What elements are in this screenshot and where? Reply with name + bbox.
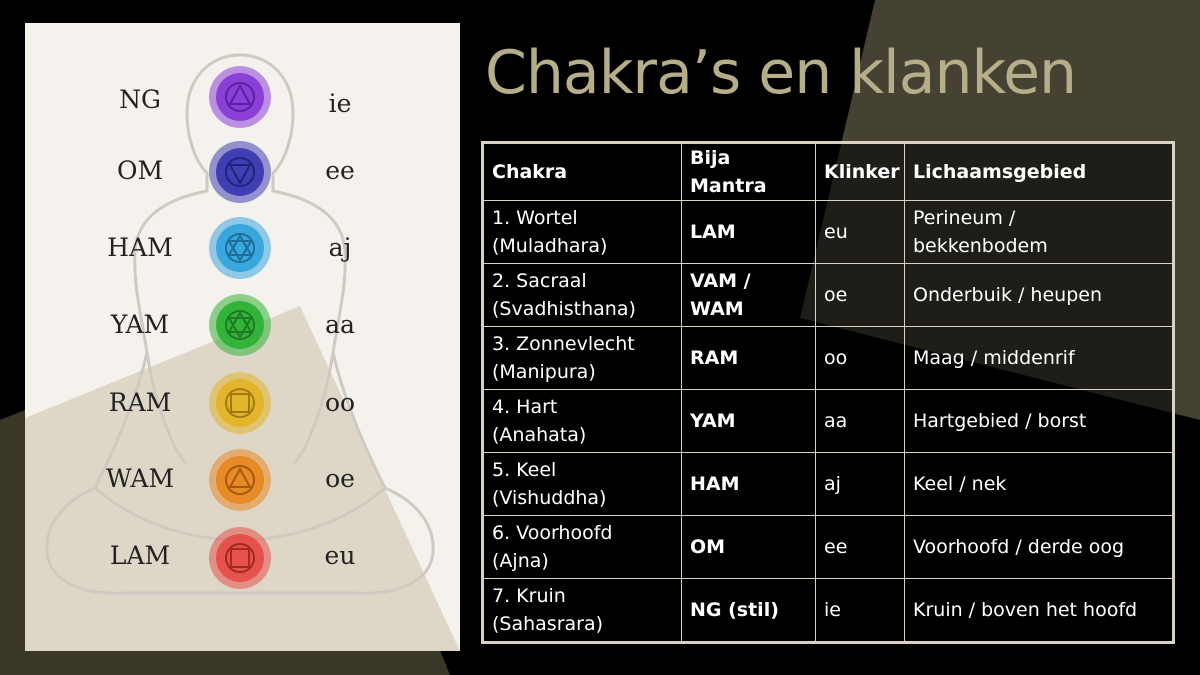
mantra-cell: LAM (682, 201, 816, 264)
table-row (483, 327, 1174, 390)
crown-chakra-icon (209, 66, 271, 128)
chakra-sanskrit: (Manipura) (492, 361, 596, 383)
syllable-label: OM (116, 156, 164, 185)
chakra-name: 4. Hart (492, 396, 558, 418)
solar-plexus-chakra-icon (209, 372, 271, 434)
area-cell: Hartgebied / borst (905, 390, 1174, 453)
chakra-cell (483, 453, 682, 516)
chakra-name: 5. Keel (492, 459, 557, 481)
chakra-sanskrit: (Svadhisthana) (492, 298, 636, 320)
root-chakra-icon (209, 527, 271, 589)
mantra-cell: OM (682, 516, 816, 579)
syllable-label: RAM (108, 388, 172, 417)
syllable-label: LAM (109, 541, 171, 570)
vowel-label: aa (325, 310, 355, 339)
chakra-cell (483, 327, 682, 390)
chakra-name: 2. Sacraal (492, 270, 587, 292)
chakra-name: 6. Voorhoofd (492, 522, 613, 544)
table-row (483, 201, 1174, 264)
table-row (483, 390, 1174, 453)
chakra-cell (483, 390, 682, 453)
mantra-cell: RAM (682, 327, 816, 390)
table-row (483, 516, 1174, 579)
vowel-label: oe (325, 464, 355, 493)
chakra-name: 1. Wortel (492, 207, 578, 229)
table-row (483, 453, 1174, 516)
vowel-cell: oe (816, 264, 905, 327)
chakra-sanskrit: (Ajna) (492, 550, 549, 572)
column-header-mantra: Bija Mantra (682, 143, 816, 201)
vowel-label: ie (328, 89, 352, 118)
table-header-row (483, 143, 1174, 201)
chakra-table (481, 141, 1175, 644)
vowel-cell: ee (816, 516, 905, 579)
chakra-sanskrit: (Sahasrara) (492, 613, 604, 635)
area-cell (905, 201, 1174, 264)
mantra-cell: NG (stil) (682, 579, 816, 643)
vowel-cell: aj (816, 453, 905, 516)
heart-chakra-icon (209, 294, 271, 356)
vowel-cell: oo (816, 327, 905, 390)
chakra-sanskrit: (Vishuddha) (492, 487, 607, 509)
chakra-name: 3. Zonnevlecht (492, 333, 635, 355)
syllable-label: NG (119, 85, 161, 114)
chakra-cell (483, 201, 682, 264)
area-line: Perineum / (913, 207, 1016, 229)
chakra-sanskrit: (Muladhara) (492, 235, 608, 257)
throat-chakra-icon (209, 217, 271, 279)
slide-title: Chakra’s en klanken (485, 38, 1077, 108)
vowel-cell: ie (816, 579, 905, 643)
area-cell: Keel / nek (905, 453, 1174, 516)
area-cell: Maag / middenrif (905, 327, 1174, 390)
chakra-sanskrit: (Anahata) (492, 424, 587, 446)
chakra-name: 7. Kruin (492, 585, 566, 607)
vowel-label: eu (324, 541, 356, 570)
mantra-cell: VAM / WAM (682, 264, 816, 327)
table-row (483, 264, 1174, 327)
syllable-label: WAM (105, 464, 175, 493)
vowel-cell: eu (816, 201, 905, 264)
table-row (483, 579, 1174, 643)
sacral-chakra-icon (209, 449, 271, 511)
chakra-cell (483, 579, 682, 643)
syllable-label: HAM (107, 233, 173, 262)
area-cell: Voorhoofd / derde oog (905, 516, 1174, 579)
vowel-label: oo (324, 388, 356, 417)
column-header-vowel: Klinker (816, 143, 905, 201)
third-eye-chakra-icon (209, 141, 271, 203)
column-header-chakra: Chakra (483, 143, 682, 201)
mantra-cell: HAM (682, 453, 816, 516)
vowel-label: ee (325, 156, 355, 185)
chakra-illustration (25, 23, 460, 651)
syllable-label: YAM (110, 310, 170, 339)
column-header-area: Lichaamsgebied (905, 143, 1174, 201)
vowel-label: aj (328, 233, 352, 262)
area-cell: Onderbuik / heupen (905, 264, 1174, 327)
chakra-cell (483, 516, 682, 579)
vowel-cell: aa (816, 390, 905, 453)
mantra-cell: YAM (682, 390, 816, 453)
chakra-cell (483, 264, 682, 327)
area-line: bekkenbodem (913, 235, 1048, 257)
area-cell: Kruin / boven het hoofd (905, 579, 1174, 643)
